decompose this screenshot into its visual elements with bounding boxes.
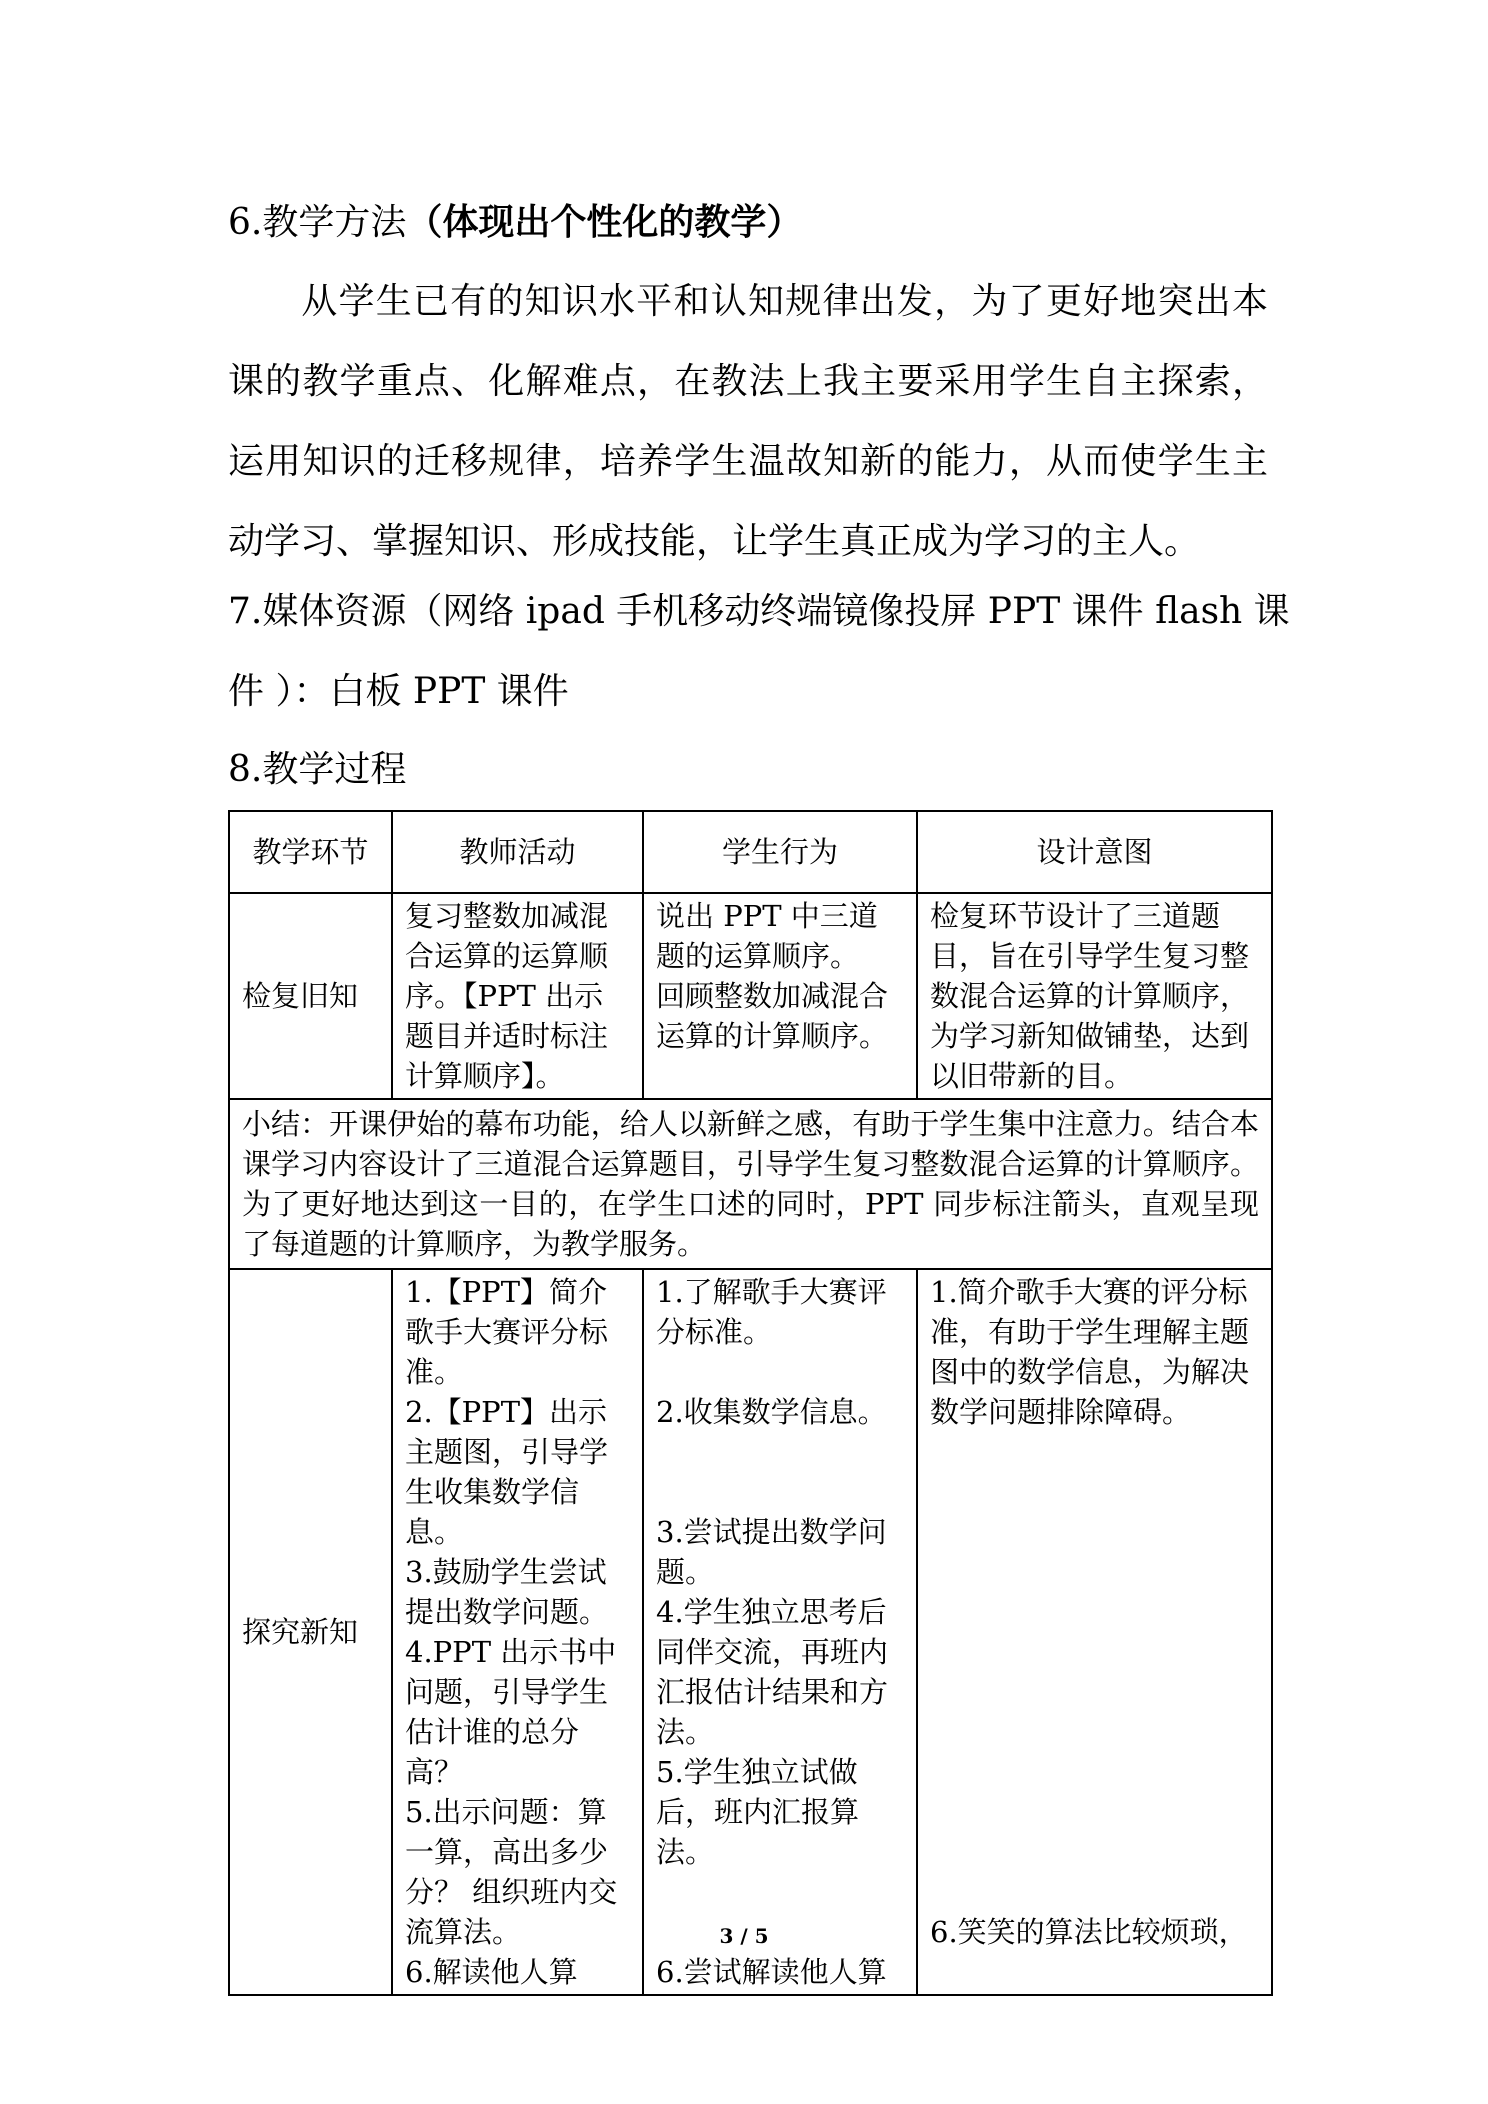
section6-heading-text: 6.教学方法 (228, 202, 407, 243)
table-row (229, 893, 1272, 1099)
header-intent: 设计意图 (917, 811, 1272, 893)
row2-intent (917, 1269, 1272, 1995)
row1-intent: 检复环节设计了三道题目，旨在引导学生复习整数混合运算的计算顺序，为学习新知做铺垫，达到以旧带新的目。 (917, 893, 1272, 1099)
row1-stage: 检复旧知 (229, 893, 392, 1099)
section6-heading-bold: （体现出个性化的教学） (406, 201, 803, 243)
row1-student-item: 回顾整数加减混合运算的计算顺序。 (656, 979, 889, 1053)
header-teacher: 教师活动 (392, 811, 643, 893)
teaching-process-table (228, 810, 1273, 1996)
row2-intent-item: 1.简介歌手大赛的评分标准，有助于学生理解主题图中的数学信息，为解决数学问题排除障碍。 (930, 1275, 1250, 1429)
table-header-row (229, 811, 1272, 893)
row1-student (643, 893, 917, 1099)
summary-text: 小结：开课伊始的幕布功能，给人以新鲜之感，有助于学生集中注意力。结合本课学习内容设计了三道混合运算题目，引导学生复习整数混合运算的计算顺序。为了更好地达到这一目的，在学生口述的同时，PPT 同步标注箭头，直观呈现了每道题的计算顺序，为教学服务。 (229, 1099, 1272, 1269)
row2-student (643, 1269, 917, 1995)
row2-student-item: 6.尝试解读他人算 (656, 1955, 887, 1989)
row2-student-item: 5.学生独立试做后，班内汇报算法。 (656, 1755, 860, 1869)
row2-teacher-item: 4.PPT 出示书中问题，引导学生估计谁的总分高？ (405, 1635, 617, 1789)
row2-teacher-item: 6.解读他人算 (405, 1955, 578, 1989)
row2-student-item: 1.了解歌手大赛评分标准。 (656, 1275, 887, 1349)
row2-teacher-item: 1.【PPT】简介歌手大赛评分标准。 (405, 1275, 609, 1389)
row1-teacher: 复习整数加减混合运算的运算顺序。【PPT 出示题目并适时标注计算顺序】。 (392, 893, 643, 1099)
section7-line1: 7.媒体资源（网络 ipad 手机移动终端镜像投屏 PPT 课件 flash 课 (228, 591, 1290, 632)
section6-heading (228, 198, 1268, 247)
table-row (229, 1269, 1272, 1995)
row2-student-item: 4.学生独立思考后同伴交流，再班内汇报估计结果和方法。 (656, 1595, 889, 1749)
row1-student-item: 说出 PPT 中三道题的运算顺序。 (656, 899, 878, 973)
row2-teacher-item: 2.【PPT】出示主题图，引导学生收集数学信息。 (405, 1395, 609, 1549)
row2-teacher (392, 1269, 643, 1995)
row2-stage: 探究新知 (229, 1269, 392, 1995)
row2-student-item: 3.尝试提出数学问题。 (656, 1515, 887, 1589)
header-student: 学生行为 (643, 811, 917, 893)
summary-row (229, 1099, 1272, 1269)
page-number: 3 / 5 (719, 1924, 769, 1948)
row2-student-item: 2.收集数学信息。 (656, 1395, 887, 1429)
row2-teacher-item: 5.出示问题：算一算，高出多少分？ 组织班内交流算法。 (405, 1795, 618, 1949)
row2-intent-item: 6.笑笑的算法比较烦琐， (930, 1915, 1248, 1949)
section6-paragraph (228, 262, 1268, 582)
header-stage: 教学环节 (229, 811, 392, 893)
section8-heading: 8.教学过程 (228, 749, 407, 790)
section7-line2: 件 ）：白板 PPT 课件 (228, 671, 569, 712)
section6-paragraph-text: 从学生已有的知识水平和认知规律出发，为了更好地突出本课的教学重点、化解难点，在教法上我主要采用学生自主探索，运用知识的迁移规律，培养学生温故知新的能力，从而使学生主动学习、掌握知识、形成技能，让学生真正成为学习的主人。 (228, 281, 1268, 562)
row2-teacher-item: 3.鼓励学生尝试提出数学问题。 (405, 1555, 609, 1629)
